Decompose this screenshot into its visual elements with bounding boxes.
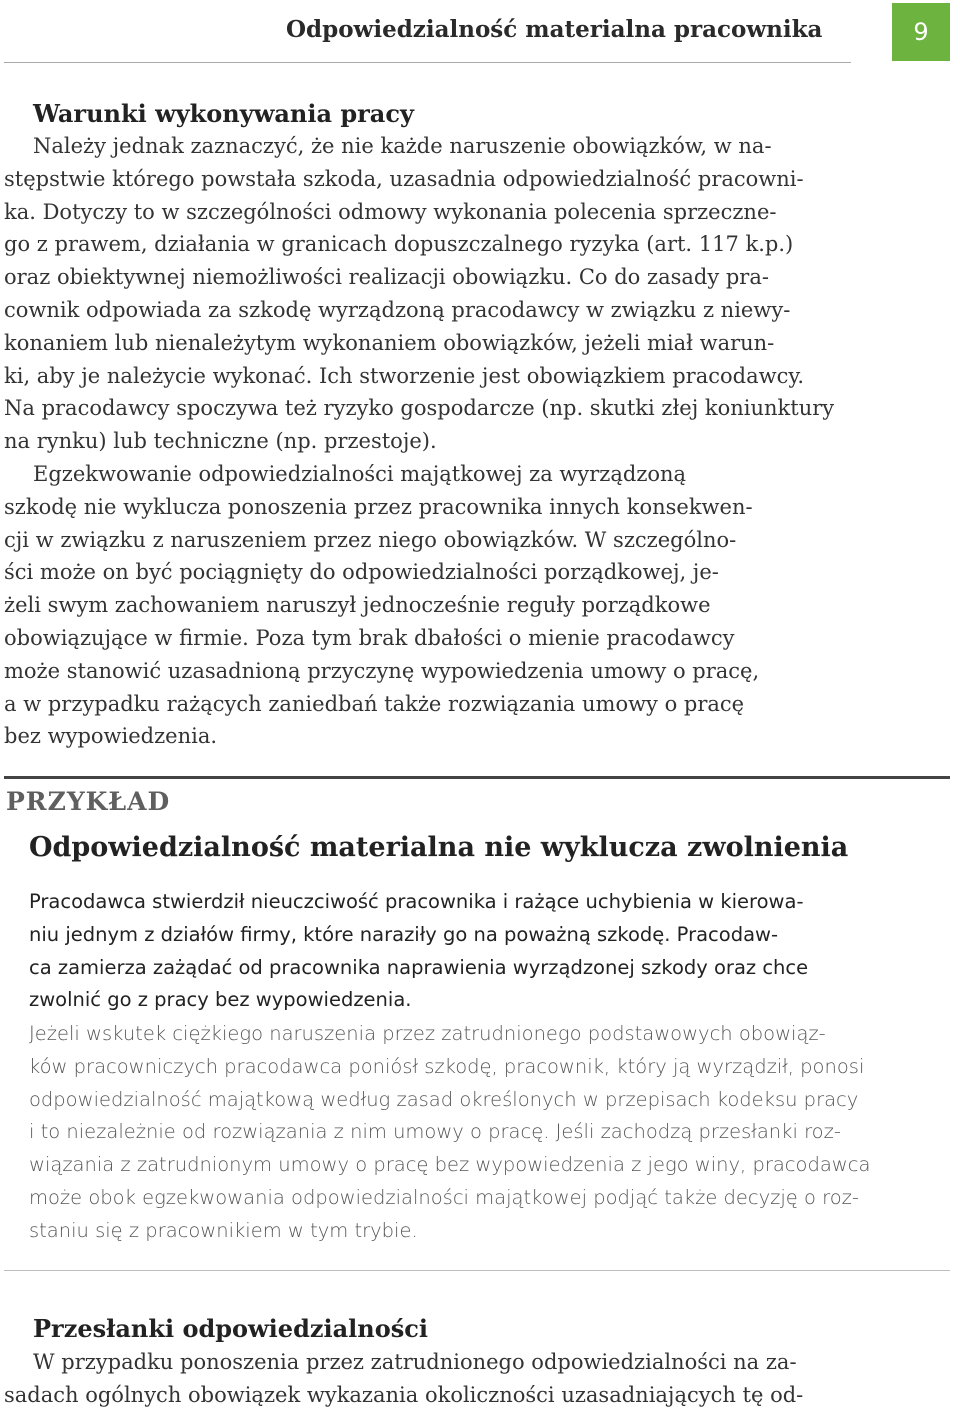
text-line: ki, aby je należycie wykonać. Ich stworzenie jest obowiązkiem pracodawcy. bbox=[4, 363, 805, 388]
text-line: na rynku) lub techniczne (np. przestoje). bbox=[4, 429, 437, 454]
text-line: żeli swym zachowaniem naruszył jednocześnie reguły porządkowe bbox=[4, 593, 711, 618]
text-line: szkodę nie wyklucza ponoszenia przez pracownika innych konsekwen- bbox=[4, 494, 753, 519]
text-line: wiązania z zatrudnionym umowy o pracę bez wypowiedzenia z jego winy, pracodawca bbox=[29, 1153, 871, 1177]
text-line: odpowiedzialność majątkową według zasad określonych w przepisach kodeksu pracy bbox=[29, 1087, 859, 1111]
section-title-przeslanki: Przesłanki odpowiedzialności bbox=[33, 1314, 428, 1343]
text-line: obowiązujące w firmie. Poza tym brak dbałości o mienie pracodawcy bbox=[4, 625, 735, 650]
text-line: ka. Dotyczy to w szczególności odmowy wykonania polecenia sprzeczne- bbox=[4, 199, 777, 224]
running-title: Odpowiedzialność materialna pracownika bbox=[286, 16, 823, 43]
text-line: staniu się z pracownikiem w tym trybie. bbox=[29, 1218, 418, 1242]
example-label: PRZYKŁAD bbox=[6, 787, 171, 816]
text-line: stępstwie którego powstała szkoda, uzasadnia odpowiedzialność pracowni- bbox=[4, 166, 804, 191]
text-line: Na pracodawcy spoczywa też ryzyko gospodarcze (np. skutki złej koniunktury bbox=[4, 396, 835, 421]
section-title-warunki: Warunki wykonywania pracy bbox=[33, 99, 414, 128]
text-line: może stanowić uzasadnioną przyczynę wypowiedzenia umowy o pracę, bbox=[4, 658, 760, 683]
text-line: oraz obiektywnej niemożliwości realizacji obowiązku. Co do zasady pra- bbox=[4, 265, 769, 290]
text-line: Pracodawca stwierdził nieuczciwość pracownika i rażące uchybienia w kierowa- bbox=[29, 890, 804, 913]
text-line: ków pracowniczych pracodawca poniósł szkodę, pracownik, który ją wyrządził, ponosi bbox=[29, 1054, 865, 1078]
text-line: go z prawem, działania w granicach dopuszczalnego ryzyka (art. 117 k.p.) bbox=[4, 232, 794, 257]
text-line: może obok egzekwowania odpowiedzialności majątkowej podjąć także decyzję o roz- bbox=[29, 1185, 859, 1209]
section1-paragraph-1 bbox=[4, 130, 950, 458]
text-line: Jeżeli wskutek ciężkiego naruszenia przez zatrudnionego podstawowych obowiąz- bbox=[29, 1022, 826, 1045]
text-line: zwolnić go z pracy bez wypowiedzenia. bbox=[29, 988, 412, 1012]
text-line: cownik odpowiada za szkodę wyrządzoną pracodawcy w związku z niewy- bbox=[4, 297, 791, 322]
section2-paragraph-1 bbox=[4, 1346, 950, 1412]
text-line: niu jednym z działów firmy, które naraziły go na poważną szkodę. Pracodaw- bbox=[29, 922, 779, 946]
example-comment bbox=[29, 1018, 950, 1248]
text-line: Należy jednak zaznaczyć, że nie każde naruszenie obowiązków, w na- bbox=[33, 134, 772, 158]
header-divider bbox=[4, 62, 851, 63]
text-line: bez wypowiedzenia. bbox=[4, 724, 218, 749]
text-line: Egzekwowanie odpowiedzialności majątkowej za wyrządzoną bbox=[33, 462, 687, 486]
text-line: konaniem lub nienależytym wykonaniem obowiązków, jeżeli miał warun- bbox=[4, 330, 775, 355]
page-number-badge: 9 bbox=[892, 3, 950, 61]
text-line: sadach ogólnych obowiązek wykazania okoliczności uzasadniających tę od- bbox=[4, 1382, 804, 1407]
text-line: ca zamierza zażądać od pracownika naprawienia wyrządzonej szkody oraz chce bbox=[29, 955, 809, 979]
text-line: W przypadku ponoszenia przez zatrudnionego odpowiedzialności na za- bbox=[33, 1350, 797, 1374]
example-case bbox=[29, 886, 950, 1017]
section1-paragraph-2 bbox=[4, 458, 950, 753]
example-title: Odpowiedzialność materialna nie wyklucza zwolnienia bbox=[29, 832, 849, 863]
example-bottom-rule bbox=[4, 1270, 950, 1271]
text-line: cji w związku z naruszeniem przez niego obowiązków. W szczególno- bbox=[4, 527, 737, 552]
text-line: a w przypadku rażących zaniedbań także rozwiązania umowy o pracę bbox=[4, 691, 745, 716]
example-top-rule bbox=[4, 776, 950, 779]
text-line: ści może on być pociągnięty do odpowiedzialności porządkowej, je- bbox=[4, 560, 719, 585]
text-line: i to niezależnie od rozwiązania z nim umowy o pracę. Jeśli zachodzą przesłanki roz- bbox=[29, 1120, 841, 1144]
